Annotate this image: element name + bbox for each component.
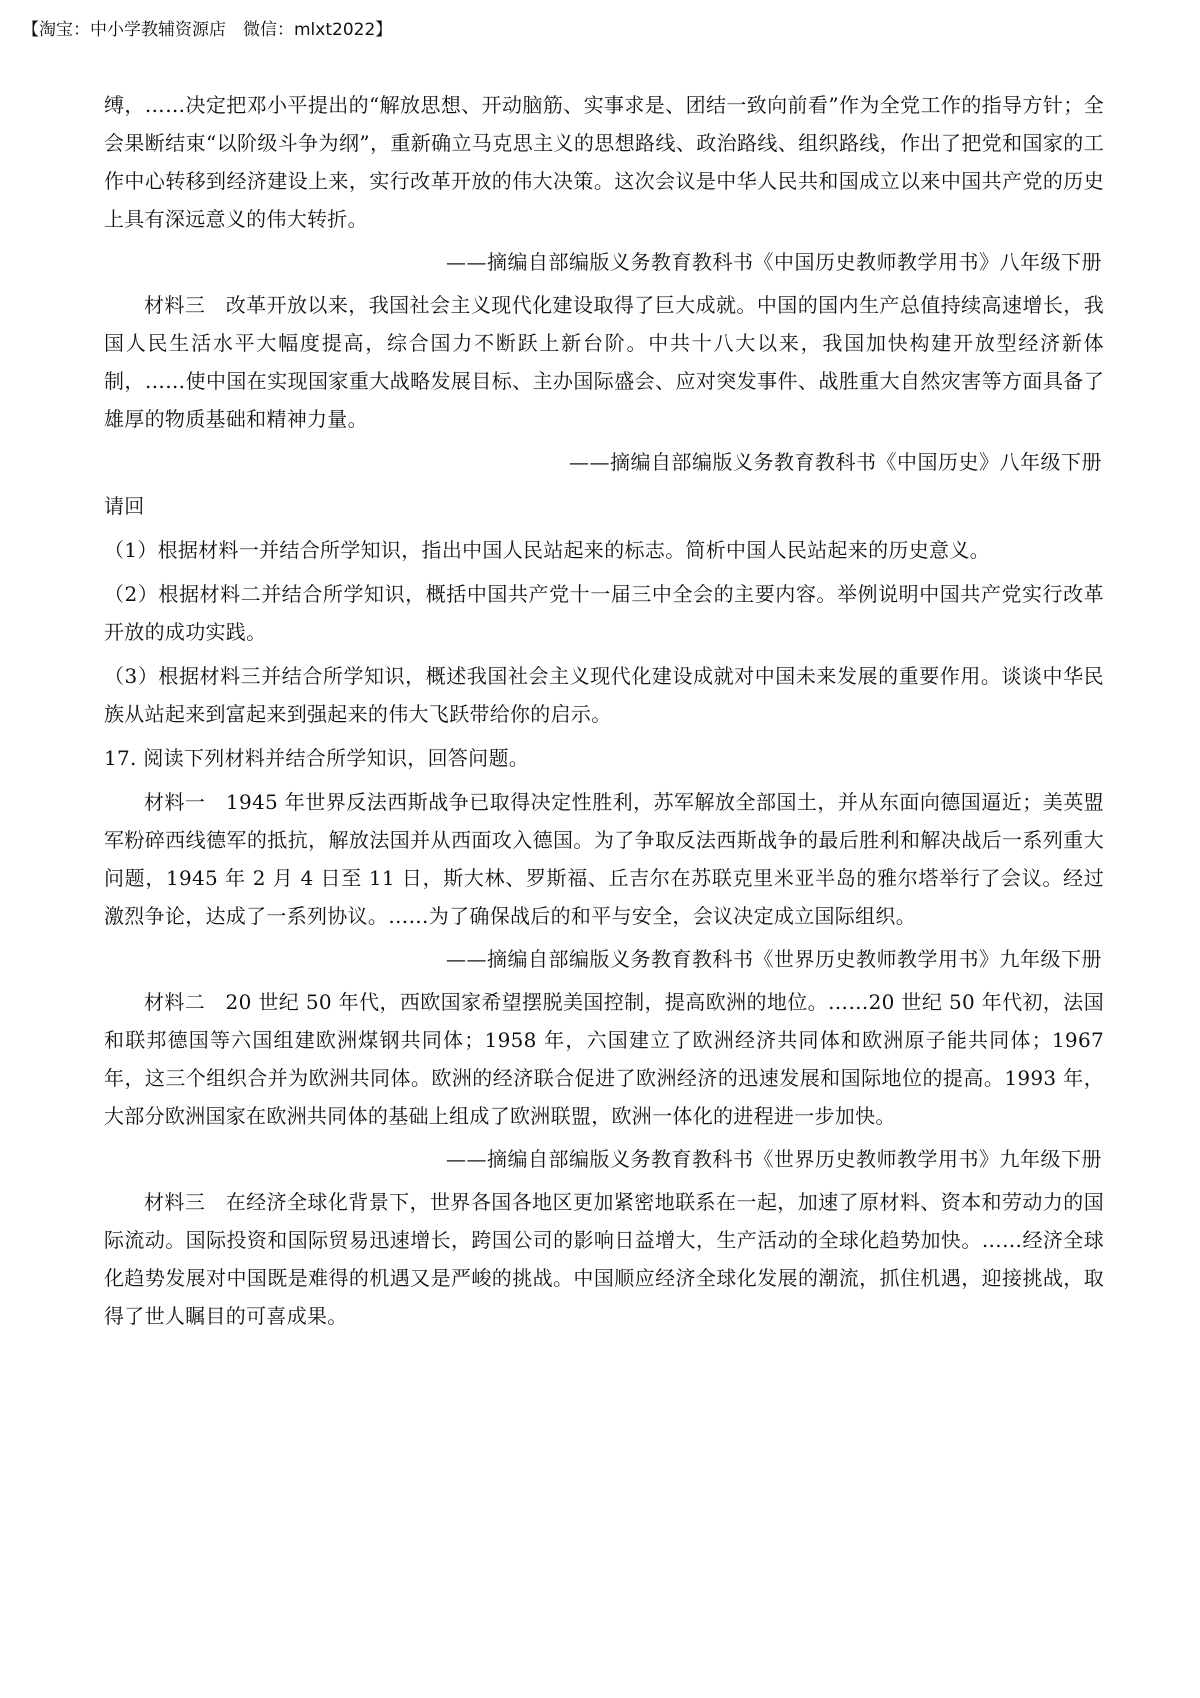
page-header-watermark: 【淘宝：中小学教辅资源店 微信：mlxt2022】 bbox=[22, 20, 393, 40]
material-paragraph: 材料三 改革开放以来，我国社会主义现代化建设取得了巨大成就。中国的国内生产总值持续高速增长，我国人民生活水平大幅度提高，综合国力不断跃上新台阶。中共十八大以来，我国加快构建开放型经济新体制，……使中国在实现国家重大战略发展目标、主办国际盛会、应对突发事件、战胜重大自然灾害等方面具备了雄厚的物质基础和精神力量。 bbox=[104, 293, 1104, 431]
source-citation: ——摘编自部编版义务教育教科书《世界历史教师教学用书》九年级下册 bbox=[446, 1147, 1102, 1171]
material-paragraph: 材料二 20 世纪 50 年代，西欧国家希望摆脱美国控制，提高欧洲的地位。……20 世纪 50 年代初，法国和联邦德国等六国组建欧洲煤钢共同体；1958 年，六国建立了欧洲经济共同体和欧洲原子能共同体；1967 年，这三个组织合并为欧洲共同体。欧洲的经济联合促进了欧洲经济的迅速发展和国际地位的提高。1993 年，大部分欧洲国家在欧洲共同体的基础上组成了欧洲联盟，欧洲一体化的进程进一步加快。 bbox=[104, 990, 1104, 1128]
question-item: （2）根据材料二并结合所学知识，概括中国共产党十一届三中全会的主要内容。举例说明中国共产党实行改革开放的成功实践。 bbox=[104, 582, 1104, 644]
question-item: （1）根据材料一并结合所学知识，指出中国人民站起来的标志。简析中国人民站起来的历史意义。 bbox=[104, 538, 990, 562]
question-heading: 17. 阅读下列材料并结合所学知识，回答问题。 bbox=[104, 746, 530, 770]
paragraph-continued: 缚，……决定把邓小平提出的“解放思想、开动脑筋、实事求是、团结一致向前看”作为全党工作的指导方针；全会果断结束“以阶级斗争为纲”，重新确立马克思主义的思想路线、政治路线、组织路线，作出了把党和国家的工作中心转移到经济建设上来，实行改革开放的伟大决策。这次会议是中华人民共和国成立以来中国共产党的历史上具有深远意义的伟大转折。 bbox=[104, 93, 1104, 231]
source-citation: ——摘编自部编版义务教育教科书《中国历史》八年级下册 bbox=[569, 450, 1102, 474]
source-citation: ——摘编自部编版义务教育教科书《世界历史教师教学用书》九年级下册 bbox=[446, 947, 1102, 971]
material-paragraph: 材料一 1945 年世界反法西斯战争已取得决定性胜利，苏军解放全部国土，并从东面向德国逼近；美英盟军粉碎西线德军的抵抗，解放法国并从西面攻入德国。为了争取反法西斯战争的最后胜利和解决战后一系列重大问题，1945 年 2 月 4 日至 11 日，斯大林、罗斯福、丘吉尔在苏联克里米亚半岛的雅尔塔举行了会议。经过激烈争论，达成了一系列协议。……为了确保战后的和平与安全，会议决定成立国际组织。 bbox=[104, 790, 1104, 928]
document-body bbox=[104, 86, 1104, 1335]
source-citation: ——摘编自部编版义务教育教科书《中国历史教师教学用书》八年级下册 bbox=[446, 250, 1102, 274]
material-paragraph: 材料三 在经济全球化背景下，世界各国各地区更加紧密地联系在一起，加速了原材料、资本和劳动力的国际流动。国际投资和国际贸易迅速增长，跨国公司的影响日益增大，生产活动的全球化趋势加快。……经济全球化趋势发展对中国既是难得的机遇又是严峻的挑战。中国顺应经济全球化发展的潮流，抓住机遇，迎接挑战，取得了世人瞩目的可喜成果。 bbox=[104, 1190, 1104, 1328]
prompt-line: 请回 bbox=[104, 494, 145, 518]
question-item: （3）根据材料三并结合所学知识，概述我国社会主义现代化建设成就对中国未来发展的重要作用。谈谈中华民族从站起来到富起来到强起来的伟大飞跃带给你的启示。 bbox=[104, 664, 1104, 726]
